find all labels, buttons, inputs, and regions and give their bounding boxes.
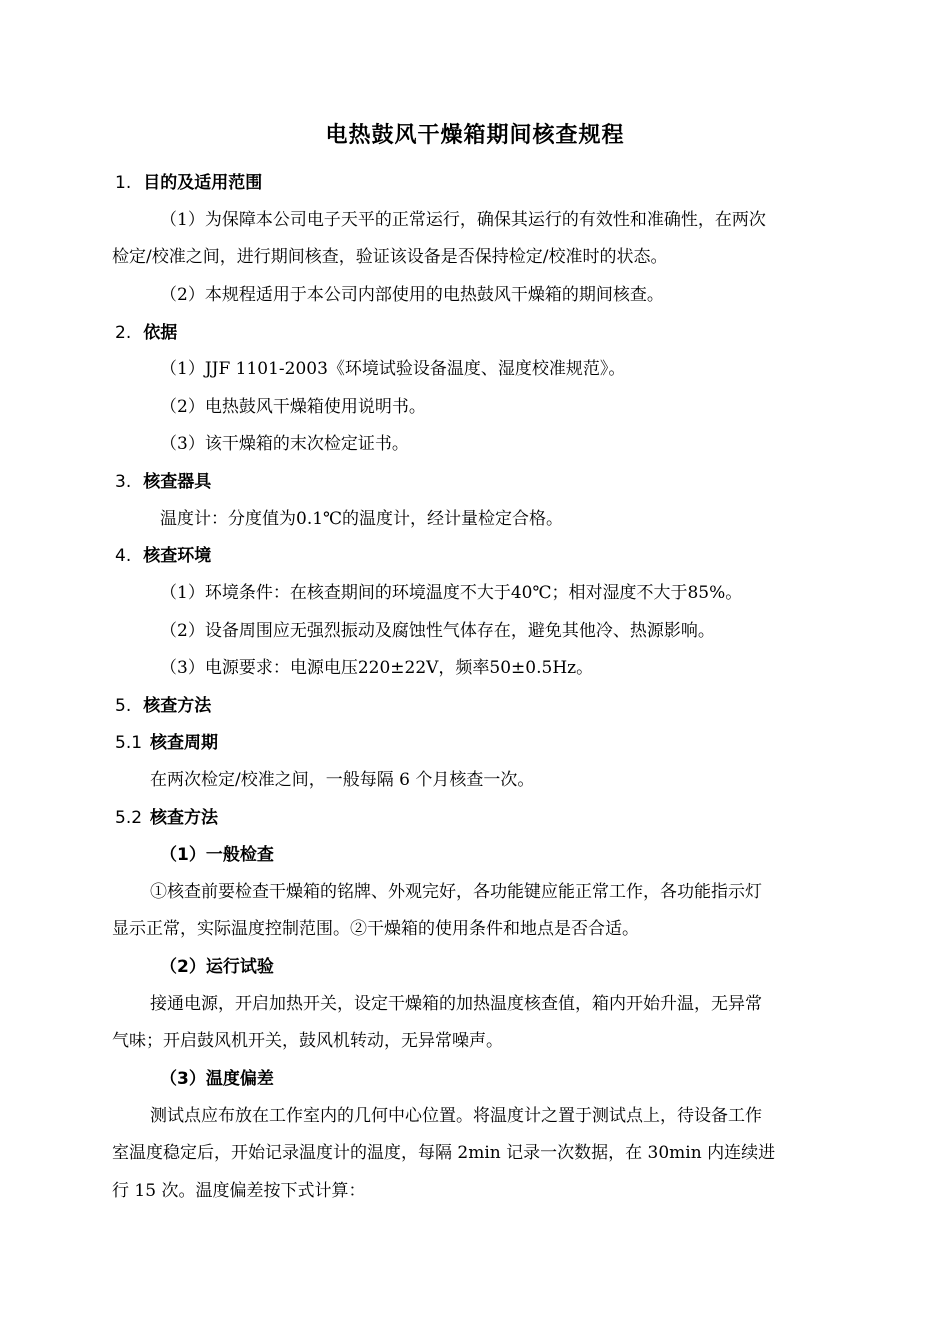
subsection-5-1-heading bbox=[115, 731, 218, 755]
section-4-heading bbox=[115, 544, 211, 568]
section-1-paragraph-1-line-2: 检定/校准之间，进行期间核查，验证该设备是否保持检定/校准时的状态。 bbox=[112, 247, 668, 267]
section-1-paragraph-1-line-1: （1）为保障本公司电子天平的正常运行，确保其运行的有效性和准确性，在两次 bbox=[160, 210, 766, 230]
section-4-number: 4. bbox=[115, 546, 132, 566]
general-inspection-heading: （1）一般检查 bbox=[160, 845, 274, 865]
subsection-5-1-number: 5.1 bbox=[115, 733, 143, 753]
subsection-5-2-heading bbox=[115, 806, 218, 830]
subsection-5-2-title: 核查方法 bbox=[150, 808, 219, 828]
section-1-number: 1. bbox=[115, 173, 132, 193]
section-1-heading bbox=[115, 171, 262, 195]
section-5-title: 核查方法 bbox=[143, 696, 212, 716]
section-4-title: 核查环境 bbox=[143, 546, 212, 566]
section-4-item-3: （3）电源要求：电源电压220±22V，频率50±0.5Hz。 bbox=[160, 658, 594, 678]
section-3-number: 3. bbox=[115, 472, 132, 492]
general-inspection-line-2: 显示正常，实际温度控制范围。②干燥箱的使用条件和地点是否合适。 bbox=[112, 919, 639, 939]
temperature-deviation-heading: （3）温度偏差 bbox=[160, 1069, 274, 1089]
section-5-number: 5. bbox=[115, 696, 132, 716]
document-title: 电热鼓风干燥箱期间核查规程 bbox=[325, 123, 625, 148]
subsection-5-1-paragraph: 在两次检定/校准之间，一般每隔 6 个月核查一次。 bbox=[150, 770, 535, 790]
section-3-heading bbox=[115, 470, 211, 494]
general-inspection-line-1: ①核查前要检查干燥箱的铭牌、外观完好，各功能键应能正常工作，各功能指示灯 bbox=[150, 882, 762, 902]
temperature-deviation-line-1: 测试点应布放在工作室内的几何中心位置。将温度计之置于测试点上，待设备工作 bbox=[150, 1106, 762, 1126]
section-2-item-3: （3）该干燥箱的末次检定证书。 bbox=[160, 434, 409, 454]
operation-test-line-2: 气味；开启鼓风机开关，鼓风机转动，无异常噪声。 bbox=[112, 1031, 503, 1051]
section-3-paragraph: 温度计：分度值为0.1℃的温度计，经计量检定合格。 bbox=[160, 509, 564, 529]
section-2-item-1: （1）JJF 1101-2003《环境试验设备温度、湿度校准规范》。 bbox=[160, 359, 626, 379]
section-4-item-1: （1）环境条件：在核查期间的环境温度不大于40℃；相对湿度不大于85%。 bbox=[160, 583, 743, 603]
section-2-heading bbox=[115, 321, 177, 345]
temperature-deviation-line-3: 行 15 次。温度偏差按下式计算： bbox=[112, 1181, 366, 1201]
operation-test-heading: （2）运行试验 bbox=[160, 957, 274, 977]
temperature-deviation-line-2: 室温度稳定后，开始记录温度计的温度，每隔 2min 记录一次数据，在 30min 内连续进 bbox=[112, 1143, 776, 1163]
section-5-heading bbox=[115, 694, 211, 718]
section-1-paragraph-2: （2）本规程适用于本公司内部使用的电热鼓风干燥箱的期间核查。 bbox=[160, 285, 664, 305]
section-1-title: 目的及适用范围 bbox=[143, 173, 263, 193]
subsection-5-1-title: 核查周期 bbox=[150, 733, 219, 753]
operation-test-line-1: 接通电源，开启加热开关，设定干燥箱的加热温度核查值，箱内开始升温，无异常 bbox=[150, 994, 762, 1014]
section-2-number: 2. bbox=[115, 323, 132, 343]
subsection-5-2-number: 5.2 bbox=[115, 808, 143, 828]
section-3-title: 核查器具 bbox=[143, 472, 212, 492]
section-2-title: 依据 bbox=[143, 323, 178, 343]
section-2-item-2: （2）电热鼓风干燥箱使用说明书。 bbox=[160, 397, 426, 417]
section-4-item-2: （2）设备周围应无强烈振动及腐蚀性气体存在，避免其他冷、热源影响。 bbox=[160, 621, 715, 641]
